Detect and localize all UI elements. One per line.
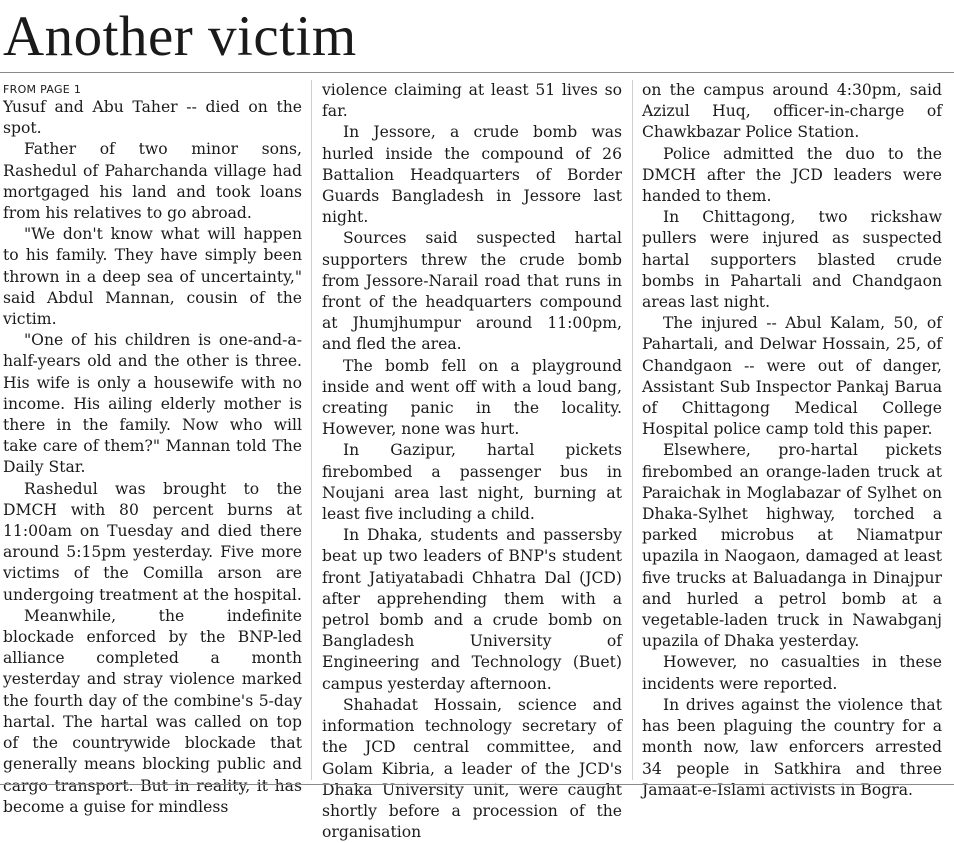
paragraph: Meanwhile, the indefinite blockade enforced by the BNP-led alliance completed a month yesterday and stray violence marked the fourth day of the combine's 5-day hartal. The hartal was called on top of the countrywide blockade that generally means blocking public and cargo transport. But in reality, it has become a guise for mindless [3,606,302,816]
paragraph: Elsewhere, pro-hartal pickets firebombed an orange-laden truck at Paraichak in Moglabazar of Sylhet on Dhaka-Sylhet highway, torched a parked microbus at Niamatpur upazila in Naogaon, damaged at least five trucks at Baluadanga in Dinajpur and hurled a petrol bomb at a vegetable-laden truck in Nawabganj upazila of Dhaka yesterday. [642,441,942,651]
paragraph: However, no casualties in these incidents were reported. [642,653,942,693]
paragraph: Police admitted the duo to the DMCH after the JCD leaders were handed to them. [642,144,942,206]
column-divider [311,80,312,780]
paragraph: In drives against the violence that has been plaguing the country for a month now, law enforcers arrested 34 people in Satkhira and three Jamaat-e-Islami activists in Bogra. [642,695,942,799]
paragraph: In Gazipur, hartal pickets firebombed a passenger bus in Noujani area last night, burning at least five including a child. [322,441,622,524]
paragraph: violence claiming at least 51 lives so far. [322,81,622,121]
paragraph: Rashedul was brought to the DMCH with 80 percent burns at 11:00am on Tuesday and died there around 5:15pm yesterday. Five more victims of the Comilla arson are undergoing treatment at the hospital. [3,479,302,604]
paragraph: In Jessore, a crude bomb was hurled inside the compound of 26 Battalion Headquarters of Border Guards Bangladesh in Jessore last night. [322,123,622,227]
bottom-rule [0,784,954,785]
paragraph: Shahadat Hossain, science and information technology secretary of the JCD central committee, and Golam Kibria, a leader of the JCD's Dhaka University unit, were caught shortly before a procession of the organisation [322,695,622,842]
paragraph: In Dhaka, students and passersby beat up two leaders of BNP's student front Jatiyatabadi Chhatra Dal (JCD) after apprehending them with a petrol bomb and a crude bomb on Bangladesh University of Engineering and Technology (Buet) campus yesterday afternoon. [322,526,622,693]
top-rule [0,72,954,73]
paragraph: Father of two minor sons, Rashedul of Paharchanda village had mortgaged his land and took loans from his relatives to go abroad. [3,140,302,223]
headline: Another victim [3,5,357,68]
continuation-kicker: FROM PAGE 1 [3,83,82,96]
article-column-2 [322,80,622,842]
paragraph: "We don't know what will happen to his family. They have simply been thrown in a deep sea of uncertainty," said Abdul Mannan, cousin of the victim. [3,225,302,329]
paragraph: on the campus around 4:30pm, said Azizul Huq, officer-in-charge of Chawkbazar Police Station. [642,81,942,142]
paragraph: Sources said suspected hartal supporters threw the crude bomb from Jessore-Narail road that runs in front of the headquarters compound at Jhumjhumpur around 11:00pm, and fled the area. [322,229,622,354]
article-column-3 [642,80,942,799]
paragraph: "One of his children is one-and-a-half-years old and the other is three. His wife is only a housewife with no income. His ailing elderly mother is there in the family. Now who will take care of them?" Mannan told The Daily Star. [3,331,302,477]
article-column-1 [3,80,302,816]
paragraph: In Chittagong, two rickshaw pullers were injured as suspected hartal supporters blasted crude bombs in Pahartali and Chandgaon areas last night. [642,208,942,312]
paragraph: Yusuf and Abu Taher -- died on the spot. [3,98,302,138]
paragraph: The bomb fell on a playground inside and went off with a loud bang, creating panic in the locality. However, none was hurt. [322,356,622,439]
column-divider [632,80,633,780]
paragraph: The injured -- Abul Kalam, 50, of Pahartali, and Delwar Hossain, 25, of Chandgaon -- were out of danger, Assistant Sub Inspector Pankaj Barua of Chittagong Medical College Hospital police camp told this paper. [642,314,942,439]
